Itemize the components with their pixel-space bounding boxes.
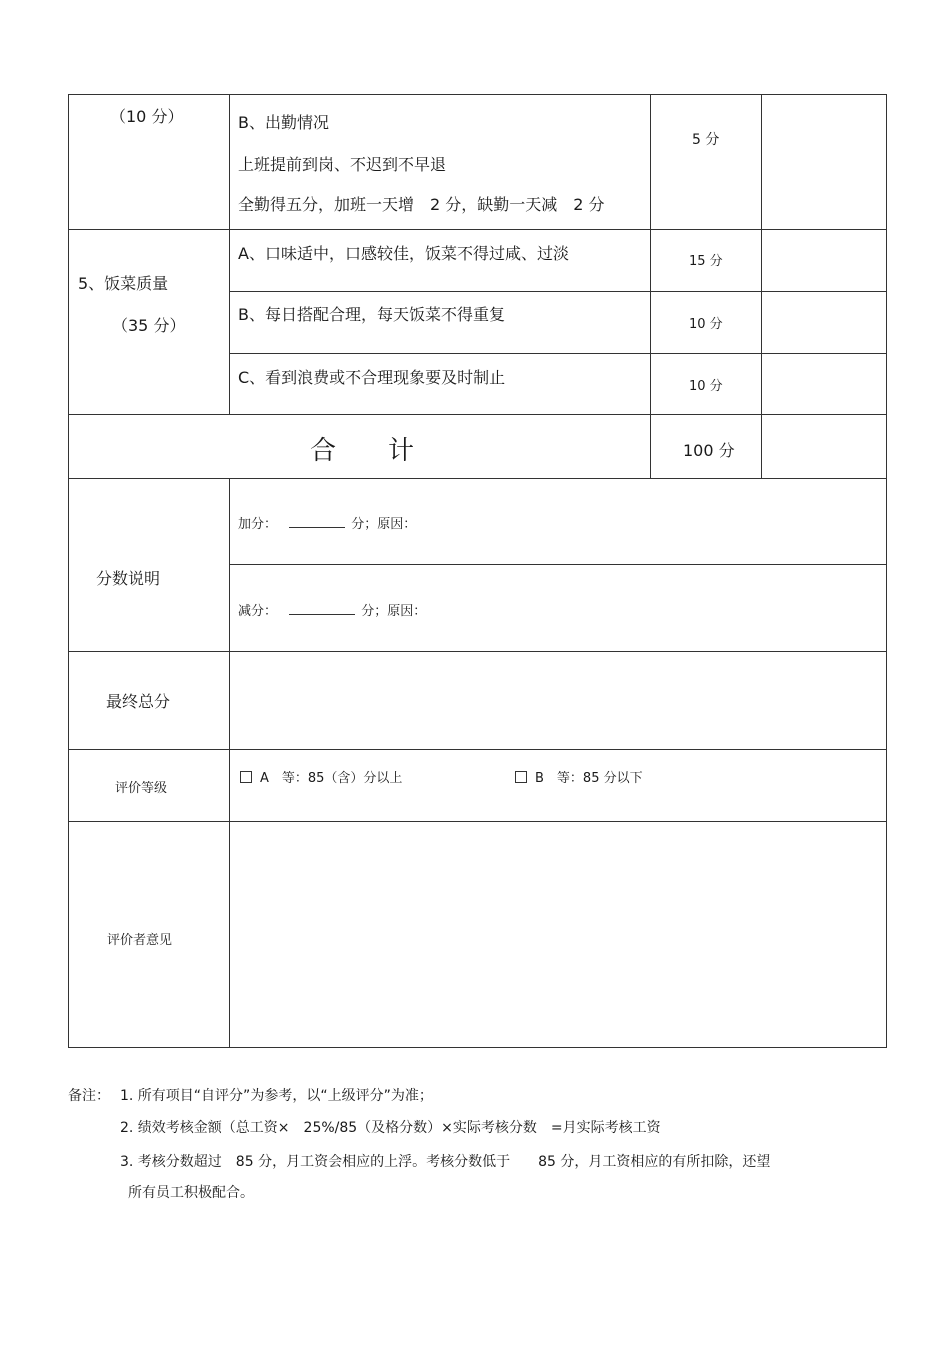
notes-prefix: 备注： [68,1088,110,1104]
minus-points-blank[interactable] [289,600,355,615]
attendance-item-line1: 上班提前到岗、不迟到不早退 [238,155,447,174]
final-score-label: 最终总分 [106,692,171,711]
notes-line1: 1. 所有项目“自评分”为参考，以“上级评分”为准； [120,1088,433,1104]
attendance-score-label: （10 分） [110,107,184,126]
add-points-blank[interactable] [289,513,345,528]
attendance-item-title: B、出勤情况 [238,113,329,132]
food-category-score: （35 分） [112,316,186,335]
minus-points-suffix: 分；原因： [361,604,427,619]
total-label: 合 计 [310,436,415,466]
final-score-field[interactable] [232,655,882,747]
grade-label: 评价等级 [115,781,168,796]
grade-a-text: A 等：85（含）分以上 [260,771,403,786]
food-item-a: A、口味适中，口感较佳，饭菜不得过咸、过淡 [238,244,569,263]
attendance-item-line2: 全勤得五分，加班一天增 2 分，缺勤一天减 2 分 [238,195,605,214]
notes-line2: 2. 绩效考核金额（总工资× 25%/85（及格分数）×实际考核分数 =月实际考核工资 [120,1120,661,1136]
add-points-suffix: 分；原因： [351,517,417,532]
notes-line4: 所有员工积极配合。 [128,1185,254,1201]
notes-line3: 3. 考核分数超过 85 分，月工资会相应的上浮。考核分数低于 85 分，月工资相应的有所扣除，还望 [120,1154,771,1170]
attendance-points: 5 分 [692,132,720,148]
add-points-prefix: 加分： [238,517,278,532]
food-item-b: B、每日搭配合理，每天饭菜不得重复 [238,305,505,324]
minus-points-line [238,600,426,619]
grade-option-b[interactable] [515,767,643,786]
minus-points-prefix: 减分： [238,604,278,619]
food-category-label: 5、饭菜质量 [78,274,169,293]
add-points-line [238,513,416,532]
food-item-c: C、看到浪费或不合理现象要及时制止 [238,368,506,387]
reviewer-label: 评价者意见 [107,933,173,948]
grade-option-a[interactable] [240,767,402,786]
food-item-b-points: 10 分 [689,317,723,332]
reviewer-opinion-field[interactable] [232,825,882,1043]
grade-b-text: B 等：85 分以下 [535,771,643,786]
grade-a-checkbox[interactable] [240,771,252,783]
grade-b-checkbox[interactable] [515,771,527,783]
total-points: 100 分 [683,441,735,460]
food-item-a-points: 15 分 [689,254,723,269]
score-note-label: 分数说明 [96,569,161,588]
food-item-c-points: 10 分 [689,379,723,394]
